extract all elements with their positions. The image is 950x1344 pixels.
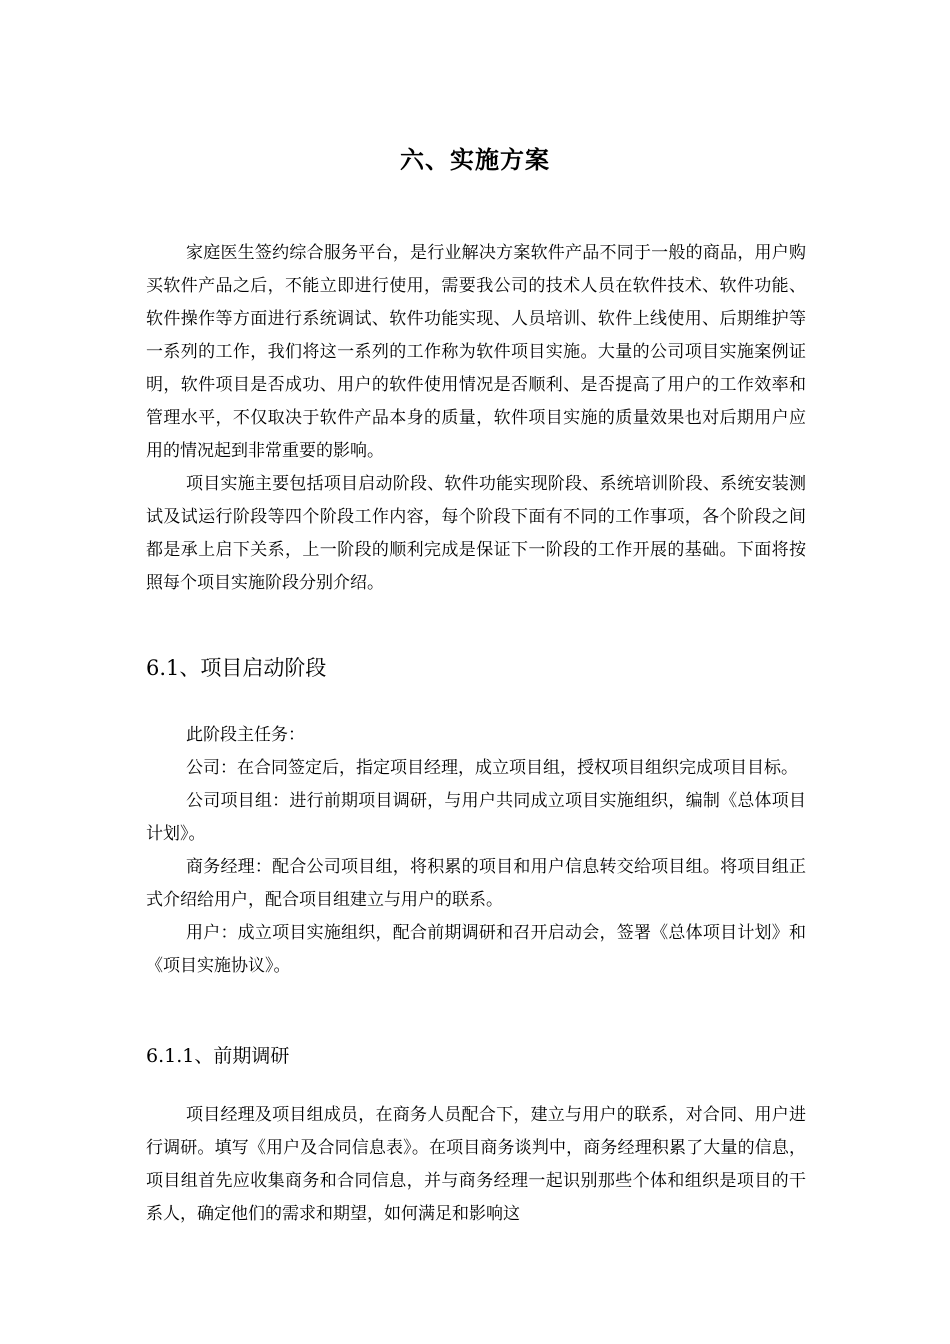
section-6-1-1-body	[146, 1099, 806, 1231]
intro-section	[146, 237, 806, 600]
section-6-1-1-paragraph-1: 项目经理及项目组成员，在商务人员配合下，建立与用户的联系，对合同、用户进行调研。填写《用户及合同信息表》。在项目商务谈判中，商务经理积累了大量的信息，项目组首先应收集商务和合同信息，并与商务经理一起识别那些个体和组织是项目的干系人，确定他们的需求和期望，如何满足和影响这	[146, 1105, 806, 1224]
section-6-1-heading: 6.1、项目启动阶段	[146, 656, 327, 680]
section-6-1-body	[146, 719, 806, 983]
section-6-1-1-heading: 6.1.1、前期调研	[146, 1045, 290, 1067]
section-6-1-paragraph-1: 此阶段主任务：	[186, 725, 305, 745]
intro-paragraph-1: 家庭医生签约综合服务平台，是行业解决方案软件产品不同于一般的商品，用户购买软件产品之后，不能立即进行使用，需要我公司的技术人员在软件技术、软件功能、软件操作等方面进行系统调试、软件功能实现、人员培训、软件上线使用、后期维护等一系列的工作，我们将这一系列的工作称为软件项目实施。大量的公司项目实施案例证明，软件项目是否成功、用户的软件使用情况是否顺利、是否提高了用户的工作效率和管理水平，不仅取决于软件产品本身的质量，软件项目实施的质量效果也对后期用户应用的情况起到非常重要的影响。	[146, 243, 806, 461]
section-6-1-paragraph-5: 用户：成立项目实施组织，配合前期调研和召开启动会，签署《总体项目计划》和《项目实施协议》。	[146, 923, 806, 976]
section-6-1-paragraph-2: 公司：在合同签定后，指定项目经理，成立项目组，授权项目组织完成项目目标。	[186, 758, 798, 778]
page-title: 六、实施方案	[400, 145, 550, 174]
section-6-1-paragraph-4: 商务经理：配合公司项目组，将积累的项目和用户信息转交给项目组。将项目组正式介绍给用户，配合项目组建立与用户的联系。	[146, 857, 806, 910]
section-6-1-paragraph-3: 公司项目组：进行前期项目调研，与用户共同成立项目实施组织，编制《总体项目计划》。	[146, 791, 806, 844]
intro-paragraph-2: 项目实施主要包括项目启动阶段、软件功能实现阶段、系统培训阶段、系统安装测试及试运行阶段等四个阶段工作内容，每个阶段下面有不同的工作事项，各个阶段之间都是承上启下关系，上一阶段的顺利完成是保证下一阶段的工作开展的基础。下面将按照每个项目实施阶段分别介绍。	[146, 474, 806, 593]
